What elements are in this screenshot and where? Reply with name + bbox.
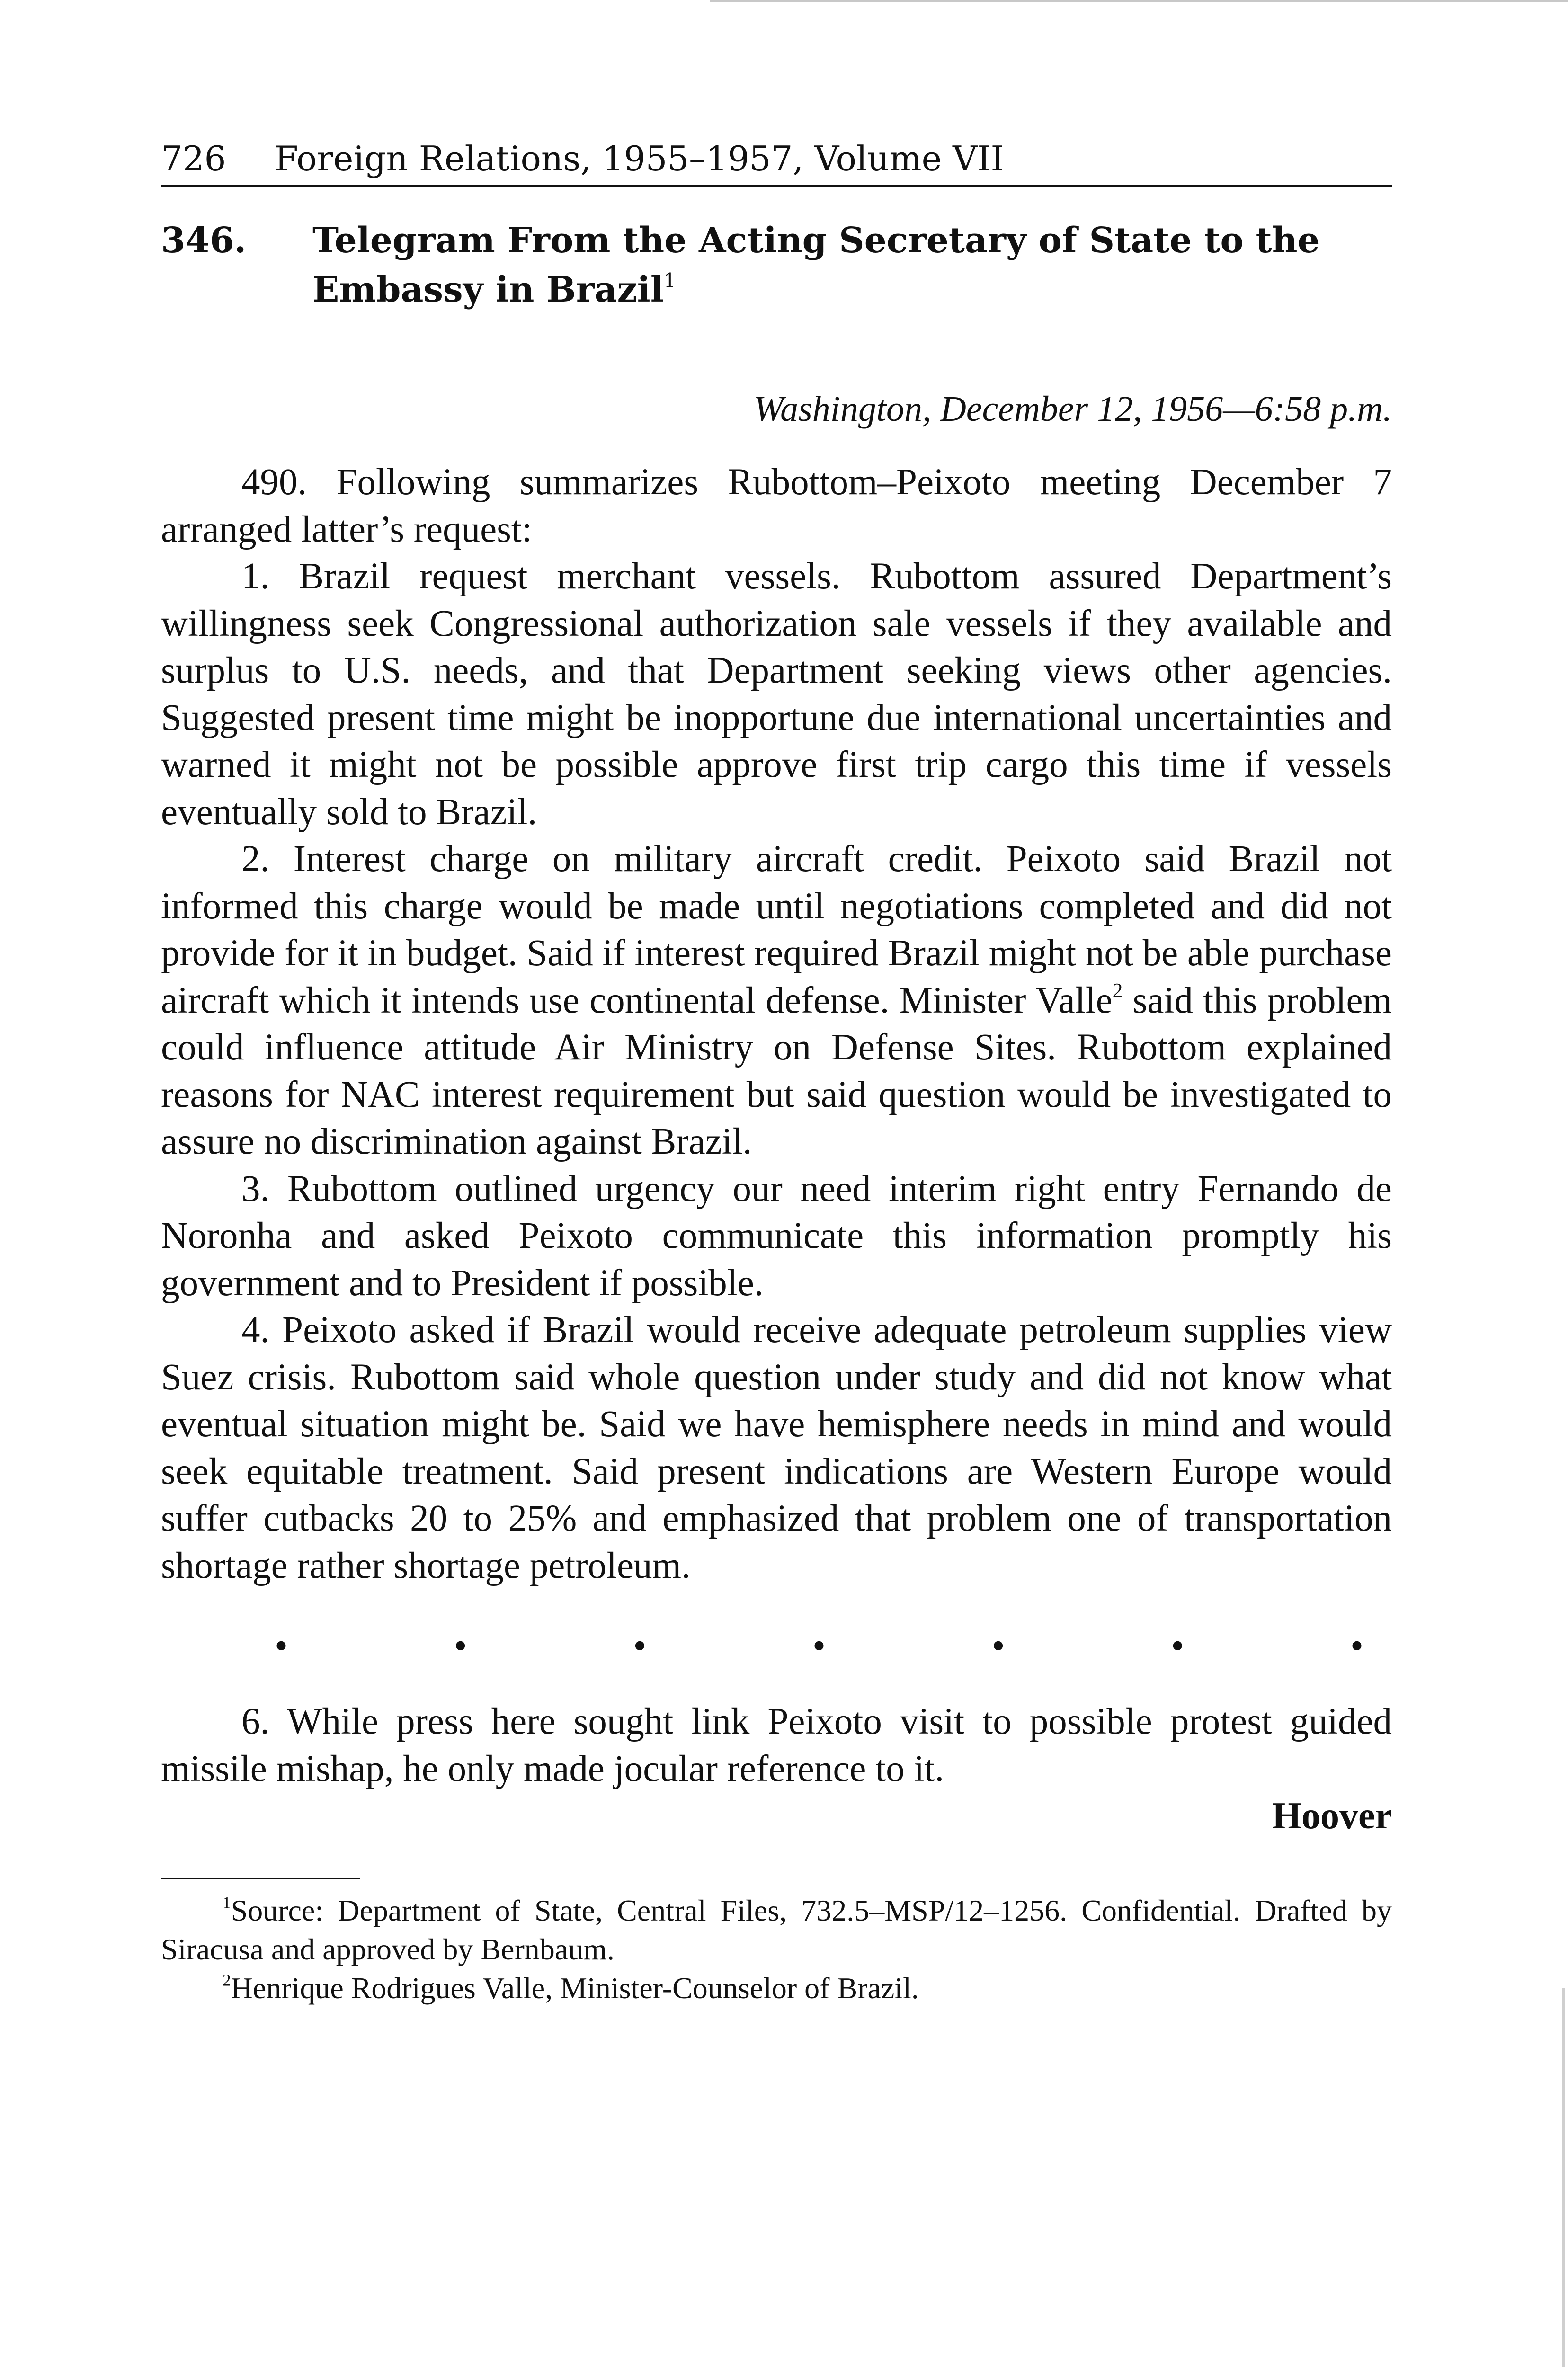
item-2-text-b: said this problem could influence attitude Air Ministry on Defense Sites. Rubottom explained reasons for NAC interest requirement but said question would be investigated to assure no discrimination against Brazil. bbox=[161, 979, 1392, 1162]
valle-footnote-ref[interactable]: 2 bbox=[1112, 979, 1123, 1002]
ellipsis-dot: • bbox=[1171, 1625, 1185, 1667]
footnote-2-text: Henrique Rodrigues Valle, Minister-Counselor of Brazil. bbox=[231, 1971, 919, 2005]
footnote-1-marker: 1 bbox=[223, 1893, 231, 1912]
ellipsis-dot: • bbox=[812, 1625, 826, 1667]
running-head bbox=[161, 133, 1392, 187]
item-2-paragraph bbox=[161, 836, 1392, 1166]
ellipsis-dot: • bbox=[991, 1625, 1005, 1667]
document-page bbox=[161, 133, 1392, 2008]
publication-title: Foreign Relations, 1955–1957, Volume VII bbox=[275, 139, 1004, 178]
footnotes bbox=[161, 1891, 1392, 2008]
footnote-2 bbox=[161, 1969, 1392, 2008]
document-title: Telegram From the Acting Secretary of State to the Embassy in Brazil bbox=[312, 220, 1320, 310]
page-number: 726 bbox=[161, 139, 226, 178]
ellipsis-dot: • bbox=[1350, 1625, 1363, 1667]
item-6-paragraph: 6. While press here sought link Peixoto visit to possible protest guided missile mishap, he only made jocular reference to it. bbox=[161, 1701, 1392, 1789]
footnote-1-text: Source: Department of State, Central Files, 732.5–MSP/12–1256. Confidential. Drafted by Siracusa and approved by Bernbaum. bbox=[161, 1894, 1392, 1966]
ellipsis-dot: • bbox=[275, 1625, 288, 1667]
footnote-1 bbox=[161, 1891, 1392, 1969]
footnote-divider bbox=[161, 1878, 360, 1879]
item-3-paragraph: 3. Rubottom outlined urgency our need interim right entry Fernando de Noronha and asked Peixoto communicate this information promptly his government and to President if possible. bbox=[161, 1168, 1392, 1304]
ellipsis-dot: • bbox=[454, 1625, 467, 1667]
item-4-paragraph: 4. Peixoto asked if Brazil would receive adequate petroleum supplies view Suez crisis. Rubottom said whole question under study and did not know what eventual situation might be. Said we have hemisphere needs in mind and would seek equitable treatment. Said present indications are Western Europe would suffer cutbacks 20 to 25% and emphasized that problem one of transportation shortage rather shortage petroleum. bbox=[161, 1309, 1392, 1586]
signature: Hoover bbox=[1272, 1795, 1392, 1837]
item-1-paragraph: 1. Brazil request merchant vessels. Rubottom assured Department’s willingness seek Congressional authorization sale vessels if they available and surplus to U.S. needs, and that Department seeking views other agencies. Suggested present time might be inopportune due international uncertainties and warned it might not be possible approve first trip cargo this time if vessels eventually sold to Brazil. bbox=[161, 556, 1392, 833]
scan-edge-rule bbox=[710, 0, 1568, 2]
scan-edge-shadow bbox=[1562, 1988, 1565, 2367]
item-2-text-a: 2. Interest charge on military aircraft credit. Peixoto said Brazil not informed this charge would be made until negotiations completed and did not provide for it in budget. Said if interest required Brazil might not be able purchase aircraft which it intends use continental defense. Minister Valle bbox=[161, 838, 1392, 1021]
intro-paragraph: 490. Following summarizes Rubottom–Peixoto meeting December 7 arranged latter’s request: bbox=[161, 462, 1392, 550]
document-number: 346. bbox=[161, 220, 247, 261]
document-title-block bbox=[312, 216, 1392, 314]
footnote-2-marker: 2 bbox=[223, 1971, 231, 1990]
omission-ellipsis bbox=[161, 1622, 1392, 1670]
telegram-body bbox=[161, 459, 1392, 1840]
document-heading bbox=[161, 216, 1392, 314]
dateline: Washington, December 12, 1956—6:58 p.m. bbox=[753, 389, 1392, 429]
ellipsis-dot: • bbox=[633, 1625, 647, 1667]
title-footnote-ref[interactable]: 1 bbox=[663, 269, 676, 292]
